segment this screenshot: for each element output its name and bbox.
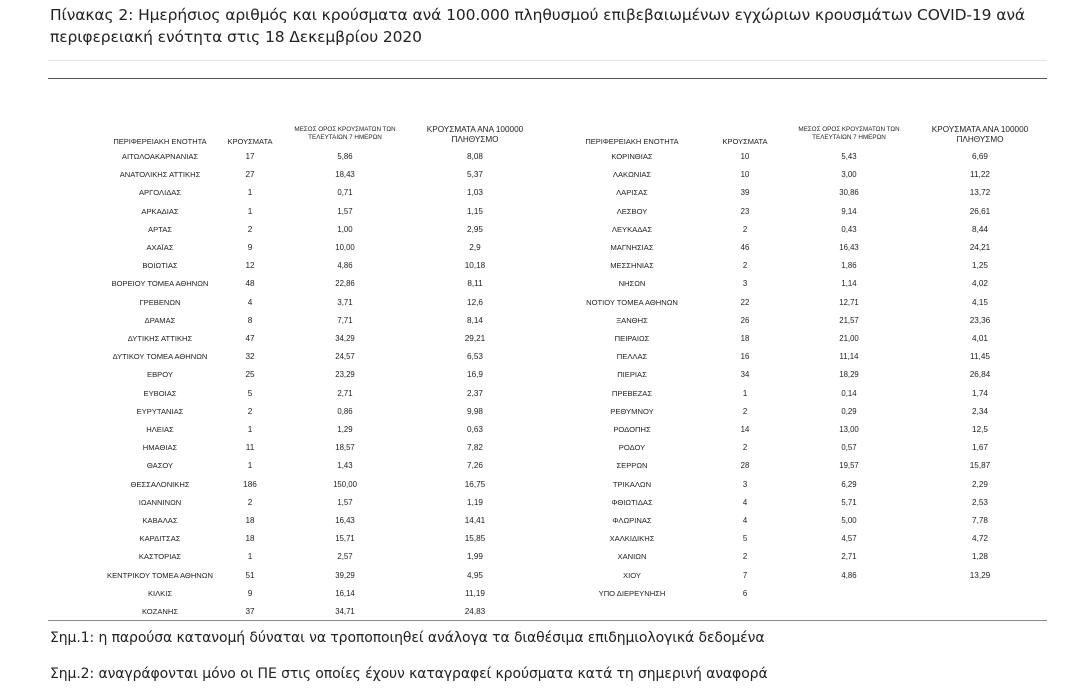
left-cell-cases: 25: [245, 370, 255, 380]
right-cell-cases: 5: [742, 534, 748, 544]
note-1: Σημ.1: η παρούσα κατανομή δύναται να τροποποιηθεί ανάλογα τα διαθέσιμα επιδημιολογικά δεδομένα: [50, 630, 765, 646]
left-cell-avg: 34,71: [335, 607, 355, 616]
right-cell-cases: 26: [740, 315, 750, 325]
left-cell-per100k: 2,95: [467, 224, 483, 234]
left-cell-avg: 16,14: [335, 588, 355, 598]
table-row: [0, 552, 1082, 570]
right-cell-unit: ΠΡΕΒΕΖΑΣ: [611, 388, 653, 398]
left-cell-avg: 1,43: [337, 461, 353, 471]
left-cell-cases: 32: [245, 352, 255, 362]
right-cell-per100k: 26,84: [969, 370, 991, 380]
left-cell-cases: 2: [247, 406, 253, 416]
right-cell-cases: 3: [742, 479, 748, 489]
left-cell-unit: ΑΝΑΤΟΛΙΚΗΣ ΑΤΤΙΚΗΣ: [119, 170, 201, 180]
left-cell-per100k: 5,37: [467, 170, 483, 180]
table-caption: Πίνακας 2: Ημερήσιος αριθμός και κρούσματα ανά 100.000 πληθυσμού επιβεβαιωμένων εγχώριων κρουσμάτων COVID-19 ανά περιφερειακή ενότητα στις 18 Δεκεμβρίου 2020: [50, 6, 1026, 46]
right-cell-per100k: 1,28: [972, 552, 988, 562]
right-cell-per100k: 2,34: [972, 406, 988, 416]
right-cell-unit: ΡΟΔΟΥ: [618, 443, 646, 453]
right-cell-per100k: 1,67: [972, 443, 988, 453]
right-cell-unit: ΤΡΙΚΑΛΩΝ: [612, 479, 652, 489]
left-cell-unit: ΒΟΡΕΙΟΥ ΤΟΜΕΑ ΑΘΗΝΩΝ: [111, 279, 209, 289]
left-cell-per100k: 6,53: [467, 352, 483, 362]
note-2: Σημ.2: αναγράφονται μόνο οι ΠΕ στις οποίες έχουν καταγραφεί κρούσματα κατά τη σημερινή αναφορά: [50, 666, 768, 682]
table-row: [0, 425, 1082, 443]
right-cell-per100k: 6,69: [972, 152, 988, 161]
left-cell-avg: 5,86: [337, 152, 353, 161]
right-cell-unit: ΛΕΣΒΟΥ: [616, 206, 648, 216]
right-cell-avg: 4,57: [841, 534, 857, 544]
right-cell-cases: 39: [740, 188, 750, 198]
divider-bottom: [48, 620, 1047, 621]
right-cell-avg: 1,14: [841, 279, 857, 289]
left-cell-avg: 150,00: [333, 479, 357, 489]
right-cell-avg: 5,00: [841, 516, 857, 525]
right-cell-per100k: 4,15: [972, 297, 988, 307]
left-cell-cases: 9: [247, 588, 253, 598]
right-header-cases: ΚΡΟΥΣΜΑΤΑ: [722, 137, 768, 146]
right-cell-unit: ΦΛΩΡΙΝΑΣ: [612, 516, 652, 525]
left-cell-unit: ΚΑΡΔΙΤΣΑΣ: [139, 534, 181, 544]
right-header-unit: ΠΕΡΙΦΕΡΕΙΑΚΗ ΕΝΟΤΗΤΑ: [585, 137, 679, 146]
left-cell-avg: 18,57: [335, 443, 355, 453]
right-cell-unit: ΧΑΝΙΩΝ: [617, 552, 647, 562]
right-cell-unit: ΧΑΛΚΙΔΙΚΗΣ: [609, 534, 655, 544]
right-cell-per100k: 12,5: [972, 425, 988, 434]
right-cell-unit: ΝΗΣΩΝ: [618, 279, 646, 289]
right-cell-unit: ΝΟΤΙΟΥ ΤΟΜΕΑ ΑΘΗΝΩΝ: [586, 297, 678, 307]
right-cell-unit: ΦΘΙΩΤΙΔΑΣ: [611, 497, 653, 507]
left-cell-unit: ΙΩΑΝΝΙΝΩΝ: [138, 497, 182, 507]
left-cell-per100k: 9,98: [467, 406, 483, 416]
right-cell-cases: 46: [740, 243, 750, 252]
right-cell-avg: 0,43: [841, 224, 857, 234]
left-header-cases: ΚΡΟΥΣΜΑΤΑ: [227, 137, 273, 146]
left-cell-per100k: 1,03: [467, 188, 483, 198]
left-cell-per100k: 8,08: [467, 152, 483, 161]
right-cell-per100k: 4,02: [972, 279, 988, 289]
left-cell-unit: ΔΥΤΙΚΗΣ ΑΤΤΙΚΗΣ: [127, 334, 193, 343]
left-cell-per100k: 10,18: [464, 261, 486, 271]
table-row: [0, 571, 1082, 589]
left-cell-avg: 24,57: [335, 352, 355, 362]
right-cell-unit: ΜΕΣΣΗΝΙΑΣ: [610, 261, 654, 271]
left-cell-cases: 2: [247, 224, 253, 234]
left-cell-unit: ΚΙΛΚΙΣ: [147, 588, 173, 598]
table-row: [0, 261, 1082, 279]
left-cell-avg: 15,71: [335, 534, 355, 544]
left-cell-unit: ΚΑΣΤΟΡΙΑΣ: [138, 552, 182, 562]
table-row: [0, 516, 1082, 534]
left-cell-per100k: 29,21: [464, 334, 486, 343]
right-cell-cases: 10: [740, 152, 750, 161]
left-cell-unit: ΔΡΑΜΑΣ: [144, 315, 176, 325]
left-cell-per100k: 12,6: [467, 297, 483, 307]
left-cell-cases: 186: [243, 479, 257, 489]
left-cell-per100k: 7,26: [467, 461, 483, 471]
right-cell-per100k: 1,74: [972, 388, 988, 398]
right-cell-unit: ΡΟΔΟΠΗΣ: [613, 425, 651, 434]
right-header-per100k-line2: ΠΛΗΘΥΣΜΟ: [956, 135, 1004, 144]
left-cell-cases: 51: [245, 570, 255, 580]
right-cell-unit: ΡΕΘΥΜΝΟΥ: [610, 406, 654, 416]
table-row: [0, 207, 1082, 225]
left-cell-unit: ΕΥΒΟΙΑΣ: [143, 388, 177, 398]
right-cell-cases: 6: [742, 588, 748, 598]
left-header-unit: ΠΕΡΙΦΕΡΕΙΑΚΗ ΕΝΟΤΗΤΑ: [113, 137, 207, 146]
right-cell-per100k: 7,78: [972, 516, 988, 525]
left-cell-avg: 3,71: [337, 297, 353, 307]
left-cell-cases: 8: [247, 315, 253, 325]
right-cell-avg: 5,43: [841, 152, 857, 161]
left-cell-unit: ΘΕΣΣΑΛΟΝΙΚΗΣ: [130, 479, 190, 489]
left-cell-unit: ΑΡΓΟΛΙΔΑΣ: [138, 188, 182, 198]
left-cell-unit: ΑΧΑΪΑΣ: [146, 243, 174, 252]
left-header-avg-line2: ΤΕΛΕΥΤΑΙΩΝ 7 ΗΜΕΡΩΝ: [308, 134, 382, 141]
right-cell-avg: 0,57: [841, 443, 857, 453]
left-cell-avg: 2,71: [337, 388, 353, 398]
table-row: [0, 170, 1082, 188]
left-cell-avg: 4,86: [337, 261, 353, 271]
left-cell-per100k: 15,85: [464, 534, 486, 544]
right-cell-per100k: 4,72: [972, 534, 988, 544]
left-cell-per100k: 8,11: [467, 279, 483, 289]
right-cell-cases: 4: [742, 497, 748, 507]
table-row: [0, 334, 1082, 352]
right-cell-per100k: 2,53: [972, 497, 988, 507]
table-row: [0, 607, 1082, 625]
right-cell-cases: 22: [740, 297, 750, 307]
right-header-avg-line2: ΤΕΛΕΥΤΑΙΩΝ 7 ΗΜΕΡΩΝ: [812, 134, 886, 141]
table-row: [0, 188, 1082, 206]
right-cell-cases: 34: [740, 370, 750, 380]
right-cell-avg: 30,86: [839, 188, 859, 198]
right-cell-avg: 18,29: [839, 370, 859, 380]
left-cell-cases: 1: [247, 461, 253, 471]
left-cell-per100k: 16,75: [464, 479, 486, 489]
right-cell-cases: 28: [740, 461, 750, 471]
table-row: [0, 498, 1082, 516]
left-cell-unit: ΗΛΕΙΑΣ: [146, 425, 174, 434]
right-cell-unit: ΚΟΡΙΝΘΙΑΣ: [611, 152, 653, 161]
right-cell-unit: ΠΕΛΛΑΣ: [616, 352, 648, 362]
table-row: [0, 152, 1082, 170]
left-cell-avg: 1,57: [337, 497, 353, 507]
left-cell-cases: 37: [245, 607, 255, 616]
left-cell-cases: 47: [245, 334, 255, 343]
left-cell-unit: ΑΡΚΑΔΙΑΣ: [141, 206, 179, 216]
left-cell-cases: 18: [245, 516, 255, 525]
right-header-per100k-line1: ΚΡΟΥΣΜΑΤΑ ΑΝΑ 100000: [931, 125, 1029, 134]
right-cell-per100k: 24,21: [969, 243, 991, 252]
table-row: [0, 243, 1082, 261]
right-cell-per100k: 23,36: [969, 315, 991, 325]
left-header-avg-line1: ΜΕΣΟΣ ΟΡΟΣ ΚΡΟΥΣΜΑΤΩΝ ΤΩΝ: [294, 126, 396, 133]
left-cell-avg: 7,71: [337, 315, 353, 325]
table-row: [0, 407, 1082, 425]
right-cell-cases: 2: [742, 224, 748, 234]
left-cell-cases: 11: [245, 443, 255, 453]
table-row: [0, 225, 1082, 243]
left-cell-unit: ΒΟΙΩΤΙΑΣ: [142, 261, 178, 271]
right-cell-per100k: 11,45: [970, 352, 990, 362]
left-cell-per100k: 16,9: [467, 370, 483, 380]
right-cell-unit: ΞΑΝΘΗΣ: [616, 315, 648, 325]
left-cell-avg: 39,29: [335, 570, 355, 580]
left-cell-per100k: 2,37: [467, 388, 483, 398]
left-cell-per100k: 11,19: [465, 588, 485, 598]
right-cell-per100k: 15,87: [969, 461, 991, 471]
table-row: [0, 279, 1082, 297]
right-cell-avg: 0,14: [841, 388, 857, 398]
left-header-per100k-line2: ΠΛΗΘΥΣΜΟ: [451, 135, 499, 144]
right-cell-per100k: 13,72: [969, 188, 991, 198]
right-cell-unit: ΥΠΟ ΔΙΕΡΕΥΝΗΣΗ: [598, 588, 666, 598]
left-header-per100k-line1: ΚΡΟΥΣΜΑΤΑ ΑΝΑ 100000: [426, 125, 524, 134]
left-cell-unit: ΕΥΡΥΤΑΝΙΑΣ: [136, 406, 184, 416]
left-cell-cases: 1: [247, 425, 253, 434]
left-cell-unit: ΚΕΝΤΡΙΚΟΥ ΤΟΜΕΑ ΑΘΗΝΩΝ: [107, 570, 213, 580]
left-cell-unit: ΘΑΣΟΥ: [146, 461, 174, 471]
right-cell-unit: ΛΑΡΙΣΑΣ: [616, 188, 648, 198]
right-cell-unit: ΜΑΓΝΗΣΙΑΣ: [610, 243, 654, 252]
left-cell-cases: 1: [247, 188, 253, 198]
right-cell-cases: 2: [742, 261, 748, 271]
right-cell-unit: ΠΕΙΡΑΙΩΣ: [614, 334, 650, 343]
right-cell-avg: 19,57: [839, 461, 859, 471]
left-cell-unit: ΚΟΖΑΝΗΣ: [141, 607, 179, 616]
left-cell-unit: ΚΑΒΑΛΑΣ: [142, 516, 178, 525]
table-row: [0, 316, 1082, 334]
left-cell-avg: 10,00: [335, 243, 355, 252]
right-cell-cases: 2: [742, 443, 748, 453]
right-cell-avg: 21,00: [839, 334, 859, 343]
left-cell-unit: ΑΡΤΑΣ: [148, 224, 172, 234]
left-cell-avg: 22,86: [335, 279, 355, 289]
left-cell-cases: 2: [247, 497, 253, 507]
right-cell-avg: 11,14: [839, 352, 859, 362]
right-cell-cases: 14: [740, 425, 750, 434]
right-cell-avg: 5,71: [841, 497, 857, 507]
right-cell-per100k: 11,22: [970, 170, 990, 180]
left-cell-avg: 0,71: [337, 188, 353, 198]
table-row: [0, 389, 1082, 407]
right-cell-per100k: 1,25: [972, 261, 988, 271]
right-header-avg-line1: ΜΕΣΟΣ ΟΡΟΣ ΚΡΟΥΣΜΑΤΩΝ ΤΩΝ: [798, 126, 900, 133]
left-cell-avg: 0,86: [337, 406, 353, 416]
right-cell-cases: 10: [740, 170, 750, 180]
right-cell-avg: 12,71: [839, 297, 859, 307]
left-cell-unit: ΔΥΤΙΚΟΥ ΤΟΜΕΑ ΑΘΗΝΩΝ: [112, 352, 208, 362]
right-cell-avg: 3,00: [841, 170, 857, 180]
right-cell-cases: 18: [740, 334, 750, 343]
left-cell-per100k: 8,14: [467, 315, 483, 325]
left-cell-per100k: 14,41: [464, 516, 486, 525]
right-cell-avg: 4,86: [841, 570, 857, 580]
left-cell-per100k: 1,99: [467, 552, 483, 562]
right-cell-per100k: 8,44: [972, 224, 988, 234]
table-row: [0, 461, 1082, 479]
right-cell-per100k: 26,61: [969, 206, 991, 216]
left-cell-cases: 4: [247, 297, 253, 307]
right-cell-avg: 9,14: [841, 206, 857, 216]
left-cell-per100k: 2,9: [469, 243, 481, 252]
right-cell-avg: 1,86: [841, 261, 857, 271]
left-cell-avg: 2,57: [337, 552, 353, 562]
table-row: [0, 298, 1082, 316]
right-cell-per100k: 13,29: [969, 570, 991, 580]
left-cell-avg: 1,00: [337, 224, 353, 234]
left-cell-avg: 34,29: [335, 334, 355, 343]
right-cell-cases: 3: [742, 279, 748, 289]
right-cell-avg: 2,71: [841, 552, 857, 562]
left-cell-unit: ΑΙΤΩΛΟΑΚΑΡΝΑΝΙΑΣ: [121, 152, 199, 161]
left-cell-unit: ΓΡΕΒΕΝΩΝ: [139, 297, 181, 307]
left-cell-unit: ΗΜΑΘΙΑΣ: [142, 443, 178, 453]
table-row: [0, 534, 1082, 552]
right-cell-avg: 6,29: [841, 479, 857, 489]
table-row: [0, 589, 1082, 607]
table-row: [0, 443, 1082, 461]
table-row: [0, 480, 1082, 498]
right-cell-cases: 23: [740, 206, 750, 216]
left-cell-per100k: 4,95: [467, 570, 483, 580]
right-cell-unit: ΣΕΡΡΩΝ: [616, 461, 648, 471]
right-cell-cases: 16: [740, 352, 750, 362]
right-cell-cases: 2: [742, 406, 748, 416]
left-cell-unit: ΕΒΡΟΥ: [147, 370, 173, 380]
right-cell-avg: 21,57: [839, 315, 859, 325]
left-cell-cases: 1: [247, 206, 253, 216]
left-cell-avg: 16,43: [335, 516, 355, 525]
right-cell-per100k: 4,01: [972, 334, 988, 343]
right-cell-avg: 0,29: [841, 406, 857, 416]
left-cell-cases: 48: [245, 279, 255, 289]
left-cell-per100k: 0,63: [467, 425, 483, 434]
left-cell-cases: 27: [245, 170, 255, 180]
left-cell-per100k: 1,19: [467, 497, 483, 507]
right-cell-unit: ΠΙΕΡΙΑΣ: [617, 370, 647, 380]
left-cell-cases: 12: [245, 261, 255, 271]
right-cell-unit: ΛΕΥΚΑΔΑΣ: [611, 224, 653, 234]
left-cell-per100k: 7,82: [467, 443, 483, 453]
right-cell-cases: 2: [742, 552, 748, 562]
right-cell-unit: ΧΙΟΥ: [623, 570, 641, 580]
left-cell-per100k: 24,83: [464, 607, 486, 616]
table-row: [0, 370, 1082, 388]
right-cell-unit: ΛΑΚΩΝΙΑΣ: [612, 170, 652, 180]
right-cell-cases: 7: [742, 570, 748, 580]
right-cell-avg: 13,00: [839, 425, 859, 434]
right-cell-cases: 1: [742, 388, 748, 398]
table-row: [0, 352, 1082, 370]
left-cell-per100k: 1,15: [467, 206, 483, 216]
right-cell-avg: 16,43: [839, 243, 859, 252]
left-cell-cases: 1: [247, 552, 253, 562]
left-cell-cases: 9: [247, 243, 253, 252]
left-cell-avg: 18,43: [335, 170, 355, 180]
left-cell-cases: 5: [247, 388, 253, 398]
left-cell-cases: 18: [245, 534, 255, 544]
left-cell-avg: 1,57: [337, 206, 353, 216]
left-cell-avg: 23,29: [335, 370, 355, 380]
right-cell-per100k: 2,29: [972, 479, 988, 489]
right-cell-cases: 4: [742, 516, 748, 525]
left-cell-avg: 1,29: [337, 425, 353, 434]
left-cell-cases: 17: [245, 152, 255, 161]
